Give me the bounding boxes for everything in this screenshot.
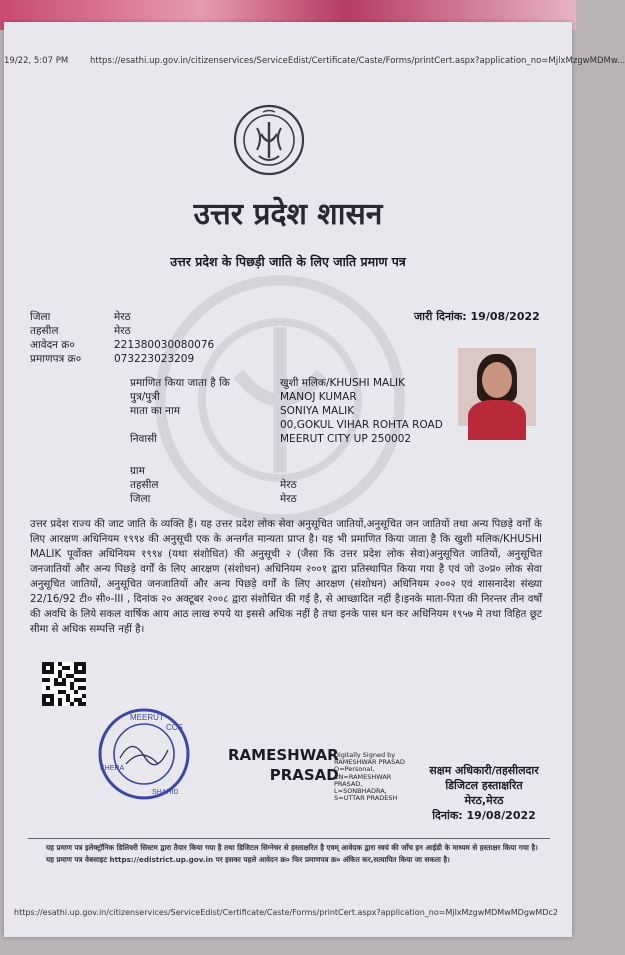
tehsil-value: मेरठ	[280, 479, 297, 491]
officer-signature-type: डिजिटल हस्ताक्षरित	[445, 779, 523, 792]
signer-last-name: PRASAD	[269, 766, 339, 784]
meta-value: 221380030080076	[114, 339, 215, 351]
meta-label: आवेदन क्र०	[30, 339, 75, 351]
officer-place: मेरठ,मेरठ	[464, 794, 504, 807]
meta-label: जिला	[30, 311, 51, 323]
meta-label: तहसील	[30, 325, 59, 337]
print-url: https://esathi.up.gov.in/citizenservices/ServiceEdist/Certificate/Caste/Forms/printCert.aspx?application_no=MjlxMzgwMDMw...	[90, 56, 625, 66]
detail-label: निवासी	[130, 433, 157, 445]
district-value: मेरठ	[280, 493, 297, 505]
seal-text-bottom: SHAHID	[152, 789, 179, 796]
location-label: तहसील	[130, 479, 159, 491]
competent-officer-block	[420, 763, 548, 823]
detail-label: पुत्र/पुत्री	[130, 391, 160, 403]
signer-first-name: RAMESHWAR	[228, 746, 339, 764]
detail-label: प्रमाणित किया जाता है कि	[130, 377, 230, 389]
dsig-line: O=Personal,	[334, 765, 375, 774]
dsig-line: L=SONBHADRA,	[334, 787, 387, 796]
print-datetime: 19/22, 5:07 PM	[4, 56, 69, 66]
digital-signer-name	[228, 745, 339, 785]
detail-label	[30, 418, 242, 432]
verification-footnote: यह प्रमाण पत्र इलेक्ट्रॉनिक डिलिवरी सिस्टम द्वारा तैयार किया गया है तथा डिजिटल सिग्नेचर से हस्ताक्षरित है एवम् आवेदक द्वारा स्वयं की जाँच इन आईडी के माध्यम से हस्ताक्षर किया गया है। यह प्रमाण पत्र वेबसाइट https://edistrict.up.gov.in पर इसका पहले आवेदन क्र० फिर प्रमाणपत्र क्र० अंकित कर,सत्यापित किया जा सकता है।	[46, 843, 538, 864]
dsig-line: PRASAD,	[334, 779, 363, 788]
applicant-name: खुशी मलिक/KHUSHI MALIK	[280, 377, 406, 389]
detail-label: माता का नाम	[130, 405, 180, 417]
application-meta	[30, 310, 214, 366]
footer-divider	[28, 838, 550, 839]
meta-label: प्रमाणपत्र क्र०	[30, 353, 82, 365]
officer-date: दिनांक: 19/08/2022	[432, 809, 536, 822]
official-seal-stamp-icon	[96, 706, 192, 802]
seal-text-left: KHERA	[100, 765, 125, 772]
seal-text-right: CCS	[166, 723, 183, 732]
seal-text-top: MEERUT	[130, 713, 164, 722]
meta-value: 073223023209	[114, 353, 195, 365]
village-value	[242, 464, 443, 478]
dsig-line: CN=RAMESHWAR	[334, 772, 392, 781]
certificate-subtitle: उत्तर प्रदेश के पिछड़ी जाति के लिए जाति प्रमाण पत्र	[170, 254, 406, 269]
page-title: उत्तर प्रदेश शासन	[193, 197, 383, 232]
footer-print-url: https://esathi.up.gov.in/citizenservices/ServiceEdist/Certificate/Caste/Forms/printCert.aspx?application_no=MjlxMzgwMDMwMDgwMDc2	[14, 908, 558, 917]
location-label: ग्राम	[130, 465, 145, 477]
address-line-1: 00,GOKUL VIHAR ROHTA ROAD	[280, 419, 443, 431]
up-government-emblem-icon	[233, 104, 305, 176]
dsig-line: RAMESHWAR PRASAD	[334, 758, 405, 767]
officer-designation: सक्षम अधिकारी/तहसीलदार	[429, 764, 539, 777]
certificate-body-text: उत्तर प्रदेश राज्य की जाट जाति के व्यक्ति हैं। यह उत्तर प्रदेश लोक सेवा अनुसूचित जातियों,अनुसूचित जन जातियों तथा अन्य पिछड़े वर्गों के लिए आरक्षण अधिनियम १९९४ की अनुसूची एक के अन्तर्गत मान्यता प्राप्त है। यह भी प्रमाणित किया जाता है कि खुशी मलिक/KHUSHI MALIK पूर्वोक्त अधिनियम १९९४ (यथा संशोधित) की अनुसूची २ (जैसा कि उत्तर प्रदेश लोक सेवा)अनुसूचित जातियों, अनुसूचित जनजातियों और अन्य पिछड़े वर्गों के लिए आरक्षण (संशोधन) अधिनियम २००१ द्वारा प्रतिस्थापित किया गया है एवं जो उ०प्र० लोक सेवा अनुसूचित जातियों, अनुसूचित जनजातियों और अन्य पिछड़े वर्गों के लिए आरक्षण (संशोधन) अधिनियम २००२ एवं शासनादेश संख्या 22/16/92 टी० सी०-III , दिनांक २० अक्टूबर २००८ द्वारा संशोधित की गई है, से आच्छादित नहीं है।इनके माता-पिता की निरन्तर तीन वर्षों की अवधि के लिये सकल वार्षिक आय आठ लाख रुपये या इससे अधिक नहीं है तथा इनके पास धन कर अधिनियम १९५७ मे तथा विहित छूट सीमा से अधिक सम्पत्ति नहीं है।	[30, 519, 542, 635]
address-line-2: MEERUT CITY UP 250002	[280, 433, 412, 445]
issue-date: जारी दिनांक: 19/08/2022	[414, 310, 540, 323]
dsig-line: S=UTTAR PRADESH	[334, 794, 398, 803]
dsig-line: Digitally Signed by	[334, 751, 396, 759]
location-label: जिला	[130, 493, 151, 505]
meta-value: मेरठ	[114, 311, 131, 323]
meta-value: मेरठ	[114, 325, 131, 337]
mother-name: SONIYA MALIK	[280, 405, 355, 417]
father-name: MANOJ KUMAR	[280, 391, 357, 403]
applicant-photo	[458, 348, 536, 426]
digital-signature-details	[334, 752, 412, 802]
applicant-details	[30, 376, 443, 506]
qr-code-icon	[42, 662, 86, 706]
